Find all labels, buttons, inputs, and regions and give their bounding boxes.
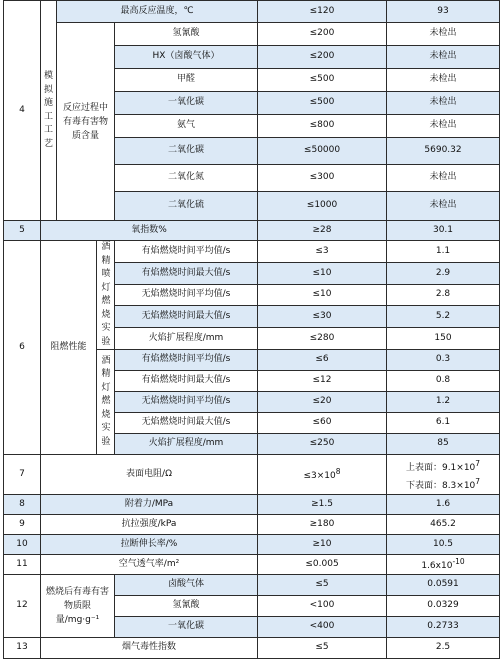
- item-label: 附着力/MPa: [41, 495, 258, 515]
- item-label: 烟气毒性指数: [41, 638, 258, 659]
- result-cell: $1.6x10^{-10}$: [387, 555, 500, 575]
- requirement-cell: ≤30: [258, 306, 387, 328]
- requirement-cell: ≤20: [258, 392, 387, 413]
- requirement-cell: $\le 3\times 10^8$: [258, 455, 387, 495]
- group-label: 燃烧后有毒有害物质限量/mg·g⁻¹: [41, 575, 115, 638]
- item-label: 表面电阻/Ω: [41, 455, 258, 495]
- row-number: 12: [4, 575, 41, 638]
- subgroup-label: 酒精灯燃烧实验: [97, 350, 115, 455]
- item-label: 火焰扩展程度/mm: [115, 328, 258, 350]
- result-cell: 上表面：$9.1\times 10^7$ 下表面：$8.3\times 10^7$: [387, 455, 500, 495]
- item-label: 火焰扩展程度/mm: [115, 434, 258, 455]
- table-row: [4, 455, 500, 495]
- item-label: 无焰燃烧时间平均值/s: [115, 392, 258, 413]
- requirement-cell: ≤10: [258, 284, 387, 306]
- group-label: 阻燃性能: [41, 241, 97, 455]
- row-number: 6: [4, 241, 41, 455]
- result-cell: 5690.32: [387, 138, 500, 165]
- spec-table: [3, 0, 500, 659]
- requirement-cell: ≤200: [258, 46, 387, 69]
- requirement-cell: ≤500: [258, 69, 387, 92]
- item-label: 抗拉强度/kPa: [41, 515, 258, 535]
- requirement-cell: ≤0.005: [258, 555, 387, 575]
- item-label: 二氧化氮: [115, 165, 258, 192]
- result-cell: 93: [387, 1, 500, 23]
- item-label: 二氧化硫: [115, 192, 258, 221]
- item-label: 甲醛: [115, 69, 258, 92]
- row-number: 11: [4, 555, 41, 575]
- row-number: 5: [4, 221, 41, 241]
- result-cell: 30.1: [387, 221, 500, 241]
- requirement-cell: ≥180: [258, 515, 387, 535]
- item-label: HX（卤酸气体）: [115, 46, 258, 69]
- row-number: 10: [4, 535, 41, 555]
- item-label: 氢氰酸: [115, 23, 258, 46]
- result-cell: 150: [387, 328, 500, 350]
- row-number: 13: [4, 638, 41, 659]
- table-row: [4, 495, 500, 515]
- requirement-cell: ≤200: [258, 23, 387, 46]
- table-row: [4, 221, 500, 241]
- item-label: 氨气: [115, 115, 258, 138]
- requirement-cell: ≥28: [258, 221, 387, 241]
- result-cell: 10.5: [387, 535, 500, 555]
- table-row: [4, 575, 500, 596]
- requirement-cell: ≤6: [258, 350, 387, 371]
- requirement-cell: ≤3: [258, 241, 387, 263]
- item-label: 有焰燃烧时间平均值/s: [115, 241, 258, 263]
- item-label: 卤酸气体: [115, 575, 258, 596]
- requirement-cell: ≤250: [258, 434, 387, 455]
- group-label: 模拟施工工艺: [41, 1, 57, 221]
- result-cell: 0.2733: [387, 617, 500, 638]
- result-cell: 2.8: [387, 284, 500, 306]
- requirement-cell: ≤12: [258, 371, 387, 392]
- result-cell: 1.2: [387, 392, 500, 413]
- requirement-cell: ≤5: [258, 638, 387, 659]
- table-row: [4, 1, 500, 23]
- item-label: 一氧化碳: [115, 617, 258, 638]
- item-label: 有焰燃烧时间最大值/s: [115, 371, 258, 392]
- item-label: 有焰燃烧时间最大值/s: [115, 262, 258, 284]
- item-label: 有焰燃烧时间平均值/s: [115, 350, 258, 371]
- item-label: 无焰燃烧时间平均值/s: [115, 284, 258, 306]
- row-number: 8: [4, 495, 41, 515]
- requirement-cell: ≤500: [258, 92, 387, 115]
- result-cell: 未检出: [387, 23, 500, 46]
- table-row: [4, 515, 500, 535]
- result-cell: 6.1: [387, 413, 500, 434]
- item-label: 最高反应温度，℃: [57, 1, 258, 23]
- result-cell: 未检出: [387, 46, 500, 69]
- requirement-cell: ≤10: [258, 262, 387, 284]
- table-row: [4, 555, 500, 575]
- item-label: 无焰燃烧时间最大值/s: [115, 306, 258, 328]
- result-cell: 0.0329: [387, 596, 500, 617]
- row-number: 4: [4, 1, 41, 221]
- result-cell: 未检出: [387, 192, 500, 221]
- requirement-cell: ≤300: [258, 165, 387, 192]
- table-row: [4, 241, 500, 263]
- requirement-cell: ≤50000: [258, 138, 387, 165]
- item-label: 无焰燃烧时间最大值/s: [115, 413, 258, 434]
- item-label: 氢氰酸: [115, 596, 258, 617]
- subgroup-label: 反应过程中有毒有害物质含量: [57, 23, 115, 221]
- requirement-cell: ≥10: [258, 535, 387, 555]
- subgroup-label: 酒精喷灯燃烧实验: [97, 241, 115, 350]
- result-cell: 0.3: [387, 350, 500, 371]
- requirement-cell: <100: [258, 596, 387, 617]
- item-label: 二氧化碳: [115, 138, 258, 165]
- result-cell: 465.2: [387, 515, 500, 535]
- result-cell: 2.5: [387, 638, 500, 659]
- item-label: 空气透气率/m²: [41, 555, 258, 575]
- item-label: 氧指数%: [41, 221, 258, 241]
- table-row: [4, 535, 500, 555]
- row-number: 7: [4, 455, 41, 495]
- requirement-cell: ≤280: [258, 328, 387, 350]
- requirement-cell: ≥1.5: [258, 495, 387, 515]
- result-cell: 0.0591: [387, 575, 500, 596]
- result-cell: 0.8: [387, 371, 500, 392]
- requirement-cell: ≤120: [258, 1, 387, 23]
- item-label: 一氧化碳: [115, 92, 258, 115]
- result-cell: 85: [387, 434, 500, 455]
- requirement-cell: ≤800: [258, 115, 387, 138]
- result-cell: 2.9: [387, 262, 500, 284]
- result-cell: 未检出: [387, 92, 500, 115]
- table-row: [4, 23, 500, 46]
- table-row: [4, 638, 500, 659]
- result-cell: 1.6: [387, 495, 500, 515]
- result-cell: 1.1: [387, 241, 500, 263]
- result-cell: 5.2: [387, 306, 500, 328]
- result-cell: 未检出: [387, 165, 500, 192]
- requirement-cell: ≤1000: [258, 192, 387, 221]
- requirement-cell: <400: [258, 617, 387, 638]
- item-label: 拉断伸长率/%: [41, 535, 258, 555]
- result-cell: 未检出: [387, 115, 500, 138]
- result-cell: 未检出: [387, 69, 500, 92]
- row-number: 9: [4, 515, 41, 535]
- requirement-cell: ≤5: [258, 575, 387, 596]
- requirement-cell: ≤60: [258, 413, 387, 434]
